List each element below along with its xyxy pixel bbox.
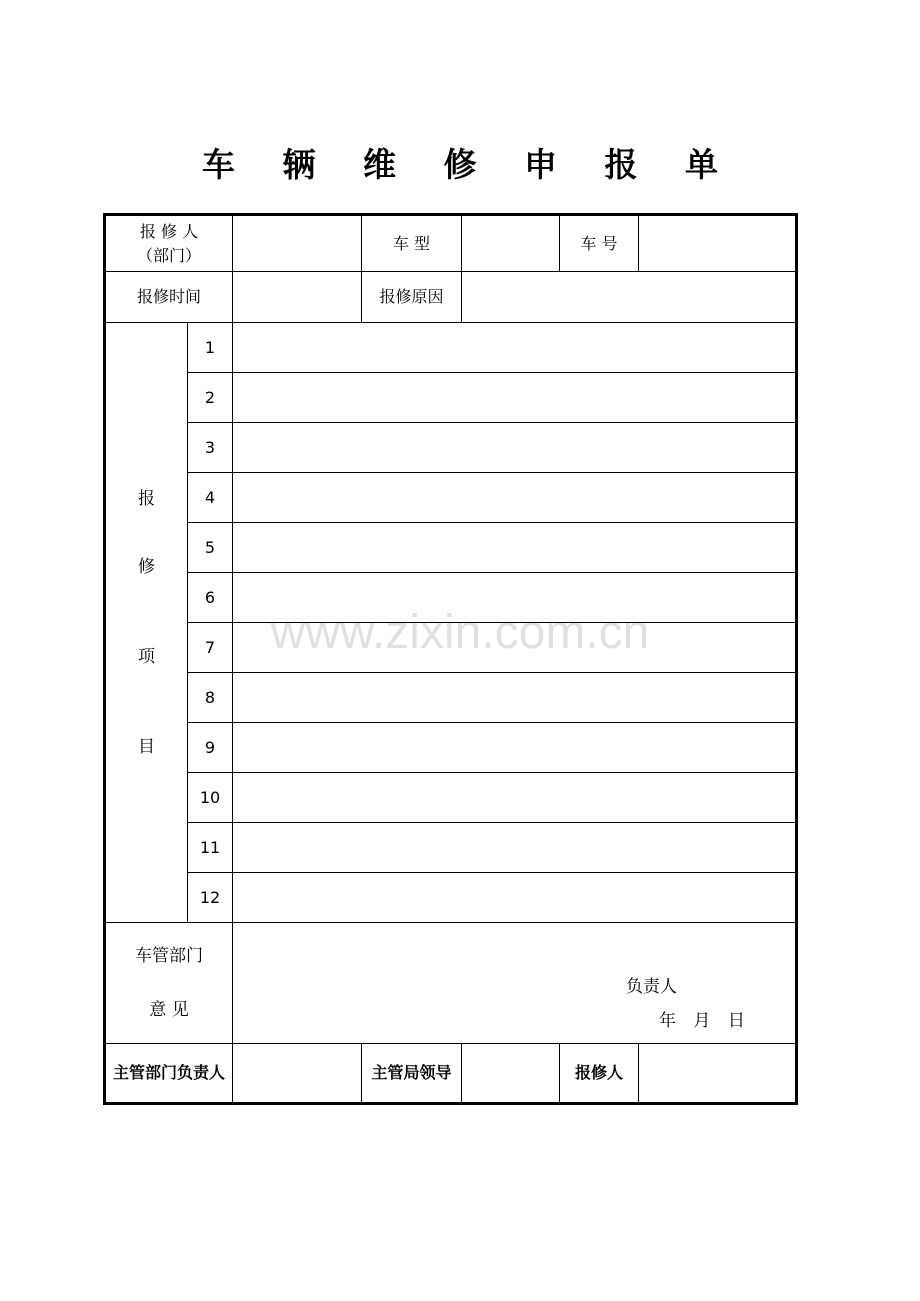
item-row	[105, 373, 797, 423]
vehicle-model-field[interactable]	[462, 215, 560, 272]
header-row	[105, 215, 797, 272]
reporter-dept-label	[105, 215, 233, 272]
item-number: 9	[188, 723, 233, 773]
item-row	[105, 473, 797, 523]
item-number: 2	[188, 373, 233, 423]
plate-number-field[interactable]	[639, 215, 797, 272]
opinion-row	[105, 923, 797, 1044]
item-number: 8	[188, 673, 233, 723]
item-number: 12	[188, 873, 233, 923]
item-number: 11	[188, 823, 233, 873]
repair-items-label	[105, 323, 188, 923]
opinion-label-line1: 车管部门	[135, 946, 203, 966]
item-field[interactable]	[233, 323, 797, 373]
item-row	[105, 873, 797, 923]
fleet-dept-opinion-field[interactable]	[233, 923, 797, 1044]
plate-number-label: 车 号	[560, 215, 639, 272]
item-row	[105, 323, 797, 373]
form-title: 车 辆 维 修 申 报 单	[202, 145, 736, 184]
repair-form	[103, 213, 798, 1105]
item-row	[105, 523, 797, 573]
repair-items-char-4: 目	[138, 736, 155, 757]
item-row	[105, 623, 797, 673]
item-field[interactable]	[233, 473, 797, 523]
repair-items-char-3: 项	[138, 646, 155, 667]
item-row	[105, 723, 797, 773]
bureau-leader-label: 主管局领导	[362, 1044, 462, 1104]
item-row	[105, 573, 797, 623]
item-field[interactable]	[233, 573, 797, 623]
reporter-label-line2: （部门）	[137, 245, 202, 265]
fleet-dept-opinion-label	[105, 923, 233, 1044]
reporter-dept-field[interactable]	[233, 215, 362, 272]
dept-head-field[interactable]	[233, 1044, 362, 1104]
item-field[interactable]	[233, 523, 797, 573]
repair-time-field[interactable]	[233, 272, 362, 323]
vehicle-model-label: 车 型	[362, 215, 462, 272]
reporter-sign-field[interactable]	[639, 1044, 797, 1104]
item-row	[105, 773, 797, 823]
item-number: 4	[188, 473, 233, 523]
item-number: 5	[188, 523, 233, 573]
item-number: 3	[188, 423, 233, 473]
repair-reason-field[interactable]	[462, 272, 797, 323]
reporter-sign-label: 报修人	[560, 1044, 639, 1104]
item-field[interactable]	[233, 423, 797, 473]
signature-row	[105, 1044, 797, 1104]
item-number: 1	[188, 323, 233, 373]
repair-form-table	[103, 213, 798, 1105]
item-field[interactable]	[233, 723, 797, 773]
item-row	[105, 673, 797, 723]
item-field[interactable]	[233, 673, 797, 723]
dept-head-label: 主管部门负责人	[105, 1044, 233, 1104]
watermark: www.zixin.com.cn	[270, 606, 650, 659]
item-field[interactable]	[233, 623, 797, 673]
item-field[interactable]	[233, 823, 797, 873]
repair-items-char-2: 修	[138, 556, 155, 577]
time-row	[105, 272, 797, 323]
item-number: 6	[188, 573, 233, 623]
item-field[interactable]	[233, 373, 797, 423]
repair-items-char-1: 报	[138, 488, 155, 509]
opinion-label-line2: 意 见	[149, 1000, 189, 1020]
item-number: 10	[188, 773, 233, 823]
item-number: 7	[188, 623, 233, 673]
responsible-person-label: 负责人	[626, 977, 678, 997]
bureau-leader-field[interactable]	[462, 1044, 560, 1104]
reporter-label-line1: 报 修 人	[139, 221, 199, 241]
item-field[interactable]	[233, 773, 797, 823]
date-label: 年 月 日	[659, 1011, 745, 1031]
item-row	[105, 423, 797, 473]
repair-time-label: 报修时间	[105, 272, 233, 323]
item-field[interactable]	[233, 873, 797, 923]
item-row	[105, 823, 797, 873]
repair-reason-label: 报修原因	[362, 272, 462, 323]
